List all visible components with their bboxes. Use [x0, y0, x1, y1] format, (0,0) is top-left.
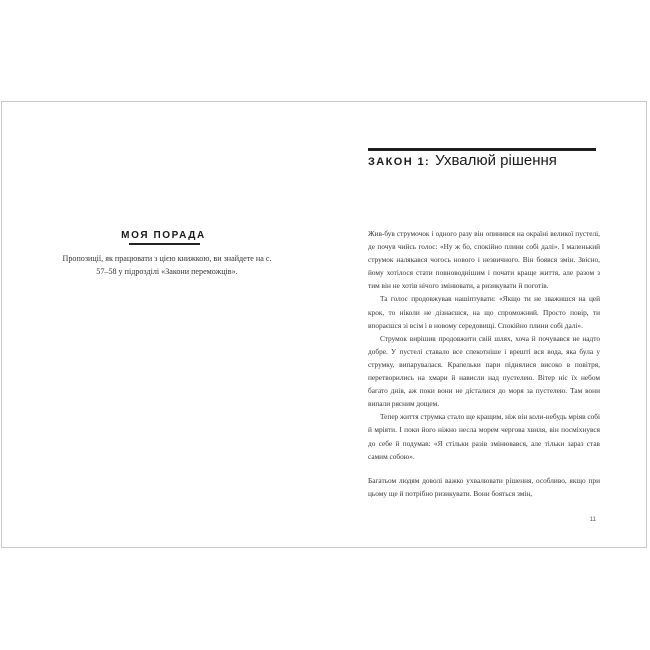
left-page [2, 102, 325, 547]
tip-heading: МОЯ ПОРАДА [121, 230, 206, 241]
paragraph: Багатьом людям доволі важко ухвалювати рішення, особливо, якщо при цьому ще й потрібно ризикувати. Вони бояться змін, [368, 475, 600, 498]
paragraph: Струмок вирішив продовжити свій шлях, хоча й почувався не надто добре. У пустелі ставало все спекотніше і врешті вся вода, яка була у струмку, випарувалася. Крапельки пари піднялися високо в повітря, перетворились на хмари й нависли над пустелею. Вітер ніс їх небом багато днів, аж поки вони не дісталися до моря за пустелею. Там вони випали рясним дощем. [368, 333, 600, 409]
paragraph: Жив-був струмочок і одного разу він опинився на окраїні великої пустелі, де почув чийсь голос: «Ну ж бо, спокійно плини собі далі». І маленький струмок налякався чогось нового і незвичного. Він боявся змін. Звісно, йому хотілося стати повноводнішим і почати краще життя, але разом з тим він не хотів нічого змінювати, а ризикувати й поготів. [368, 229, 600, 291]
tip-text: Пропозиції, як працювати з цією книжкою, ви знайдете на с. 57–58 у підрозділі «Закони переможців». [62, 254, 272, 276]
paragraph: Тепер життя струмка стало ще кращим, ніж він коли-небудь мріяв собі й мріяти. І поки його ніжно несла морем чергова хвиля, він посміхнувся до себе й подумав: «Я стільки разів змінювався, але тільки зараз став самим собою». [368, 412, 600, 461]
chapter-title [368, 152, 557, 170]
book-spread [1, 101, 647, 548]
chapter-rule [368, 148, 596, 151]
tip-underline [129, 243, 200, 245]
paragraph: Та голос продовжував нашіптувати: «Якщо ти не зважишся на цей крок, то ніколи не дізнаєшся, на що спроможний. Просто повір, ти впораєшся зі всім і в новому середовищі. Спокійно плини собі далі». [368, 294, 600, 330]
right-page [325, 102, 648, 547]
chapter-label: ЗАКОН 1: [368, 156, 431, 168]
body-text [368, 227, 600, 500]
chapter-name: Ухвалюй рішення [435, 152, 557, 169]
page-number: 11 [589, 517, 596, 523]
